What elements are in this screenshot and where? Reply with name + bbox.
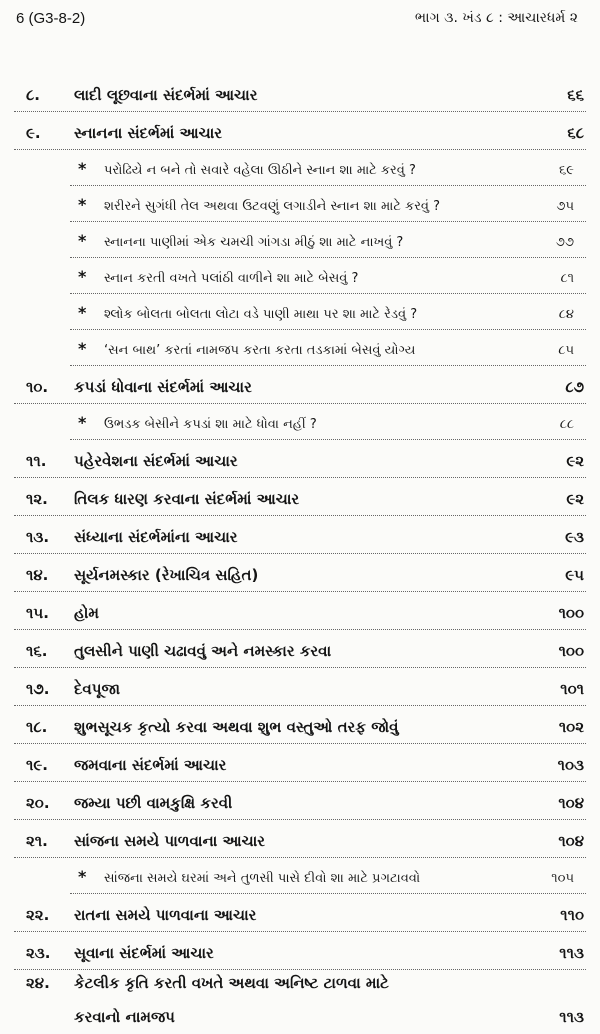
- subentry-title: સ્નાન કરતી વખતે પલાંઠી વાળીને શા માટે બેસવું ?: [104, 271, 359, 286]
- asterisk-bullet-icon: *: [78, 195, 87, 214]
- toc-subentry: [0, 858, 600, 894]
- asterisk-bullet-icon: *: [78, 303, 87, 322]
- subentry-page-number: ૭૭: [555, 235, 574, 250]
- entry-page-number: ૧૧૩: [559, 944, 584, 962]
- toc-entry: [0, 366, 600, 404]
- toc-entry: [0, 630, 600, 668]
- toc-subentry: [0, 258, 600, 294]
- subentry-page-number: ૮૮: [559, 417, 574, 432]
- toc-entry: [0, 592, 600, 630]
- toc-entry: [0, 894, 600, 932]
- page-code: 6 (G3-8-2): [16, 10, 86, 27]
- entry-number: ૧૬.: [26, 642, 48, 660]
- entry-page-number: ૧૦૦: [558, 642, 584, 660]
- toc-entry: [0, 744, 600, 782]
- entry-number: ૨૦.: [26, 794, 50, 812]
- entry-title: સ્નાનના સંદર્ભમાં આચાર: [74, 124, 223, 142]
- entry-title: પહેરવેશના સંદર્ભમાં આચાર: [74, 452, 238, 470]
- asterisk-bullet-icon: *: [78, 867, 87, 886]
- subentry-page-number: ૭૫: [556, 199, 574, 214]
- asterisk-bullet-icon: *: [78, 413, 87, 432]
- subentry-page-number: ૮૪: [558, 307, 574, 322]
- entry-page-number: ૬૮: [567, 124, 584, 142]
- entry-title: જમ્યા પછી વામકુક્ષિ કરવી: [74, 794, 233, 812]
- toc-entry: [0, 782, 600, 820]
- entry-number: ૧૨.: [26, 490, 48, 508]
- toc-subentry: [0, 330, 600, 366]
- toc-entry: [0, 440, 600, 478]
- entry-page-number: ૯૨: [566, 452, 584, 470]
- entry-page-number: ૧૦૨: [558, 718, 584, 736]
- entry-title: સૂર્યનમસ્કાર (રેખાચિત્ર સહિત): [74, 566, 259, 584]
- toc-subentry: [0, 186, 600, 222]
- entry-page-number: ૮૭: [565, 378, 584, 396]
- subentry-page-number: ૮૧: [560, 271, 574, 286]
- entry-page-number: ૧૦૧: [560, 680, 584, 698]
- entry-title: સૂવાના સંદર્ભમાં આચાર: [74, 944, 214, 962]
- entry-number: ૧૭.: [26, 680, 50, 698]
- asterisk-bullet-icon: *: [78, 267, 87, 286]
- entry-number: ૯.: [26, 124, 41, 142]
- entry-number: ૨૨.: [26, 906, 50, 924]
- entry-title: હોમ: [74, 604, 100, 622]
- entry-page-number: ૯૫: [565, 566, 584, 584]
- subentry-page-number: ૮૫: [558, 343, 574, 358]
- subentry-title: સ્નાનના પાણીમાં એક ચમચી ગાંગડા મીઠું શા માટે નાખવું ?: [104, 235, 404, 250]
- entry-title: રાતના સમયે પાળવાના આચાર: [74, 906, 257, 924]
- entry-page-number: ૯૨: [566, 490, 584, 508]
- entry-number: ૧૧.: [26, 452, 47, 470]
- entry-number: ૧૦.: [26, 378, 49, 396]
- toc-entry: [0, 820, 600, 858]
- entry-number: ૧૫.: [26, 604, 49, 622]
- entry-title: જમવાના સંદર્ભમાં આચાર: [74, 756, 227, 774]
- toc-subentry: [0, 150, 600, 186]
- entry-page-number: ૯૩: [565, 528, 584, 546]
- entry-title: સંધ્યાના સંદર્ભમાંના આચાર: [74, 528, 238, 546]
- page-header: [0, 10, 600, 36]
- subentry-title: શ્લોક બોલતા બોલતા લોટા વડે પાણી માથા પર શા માટે રેડવું ?: [104, 307, 418, 322]
- entry-title: દેવપૂજા: [74, 680, 121, 698]
- toc-entry: [0, 932, 600, 970]
- toc-entry: [0, 516, 600, 554]
- entry-title-line-2: કરવાનો નામજપ: [74, 1008, 175, 1026]
- entry-number: ૧૩.: [26, 528, 50, 546]
- entry-page-number: ૬૬: [567, 86, 584, 104]
- entry-page-number: ૧૧૩: [559, 1008, 584, 1026]
- entry-number: ૧૯.: [26, 756, 48, 774]
- entry-number: ૨૩.: [26, 944, 51, 962]
- entry-title: લાદી લૂછવાના સંદર્ભમાં આચાર: [74, 86, 258, 104]
- running-title: ભાગ ૩. ખંડ ૮ : આચારધર્મ ૨: [414, 10, 578, 26]
- entry-title: તુલસીને પાણી ચઢાવવું અને નમસ્કાર કરવા: [74, 642, 332, 660]
- entry-number: ૧૮.: [26, 718, 48, 736]
- toc-subentry: [0, 222, 600, 258]
- toc-entry: [0, 668, 600, 706]
- asterisk-bullet-icon: *: [78, 159, 87, 178]
- toc-subentry: [0, 294, 600, 330]
- subentry-title: સાંજના સમયે ઘરમાં અને તુળસી પાસે દીવો શા માટે પ્રગટાવવો: [104, 871, 421, 886]
- asterisk-bullet-icon: *: [78, 231, 87, 250]
- subentry-title: ઉભડક બેસીને કપડાં શા માટે ધોવા નહીં ?: [104, 417, 317, 432]
- entry-number: ૮.: [26, 86, 40, 104]
- entry-page-number: ૧૦૦: [558, 604, 584, 622]
- toc-entry: [0, 706, 600, 744]
- entry-title: કપડાં ધોવાના સંદર્ભમાં આચાર: [74, 378, 252, 396]
- entry-title: શુભસૂચક કૃત્યો કરવા અથવા શુભ વસ્તુઓ તરફ જોવું: [74, 718, 399, 736]
- entry-title: તિલક ધારણ કરવાના સંદર્ભમાં આચાર: [74, 490, 300, 508]
- subentry-title: શરીરને સુગંધી તેલ અથવા ઉટવણું લગાડીને સ્નાન શા માટે કરવું ?: [104, 199, 441, 214]
- entry-title: સાંજના સમયે પાળવાના આચાર: [74, 832, 266, 850]
- subentry-title: ‘સન બાથ’ કરતાં નામજપ કરતા કરતા તડકામાં બેસવું યોગ્ય: [104, 343, 416, 358]
- toc-entry: [0, 478, 600, 516]
- table-of-contents: [0, 74, 600, 1034]
- asterisk-bullet-icon: *: [78, 339, 87, 358]
- entry-page-number: ૧૧૦: [560, 906, 584, 924]
- entry-number: ૨૧.: [26, 832, 48, 850]
- entry-page-number: ૧૦૪: [558, 794, 584, 812]
- toc-subentry: [0, 404, 600, 440]
- subentry-page-number: ૧૦૫: [551, 871, 574, 886]
- entry-page-number: ૧૦૩: [557, 756, 584, 774]
- toc-entry: [0, 112, 600, 150]
- entry-number: ૧૪.: [26, 566, 49, 584]
- entry-title-line-1: કેટલીક કૃતિ કરતી વખતે અથવા અનિષ્ટ ટાળવા માટે: [74, 974, 389, 992]
- subentry-title: પરોઢિયે ન બને તો સવારે વહેલા ઊઠીને સ્નાન શા માટે કરવું ?: [104, 163, 416, 178]
- toc-entry: [0, 74, 600, 112]
- toc-entry: [0, 554, 600, 592]
- subentry-page-number: ૬૯: [559, 163, 574, 178]
- entry-number: ૨૪.: [26, 974, 50, 992]
- toc-entry: [0, 970, 600, 1034]
- entry-page-number: ૧૦૪: [558, 832, 584, 850]
